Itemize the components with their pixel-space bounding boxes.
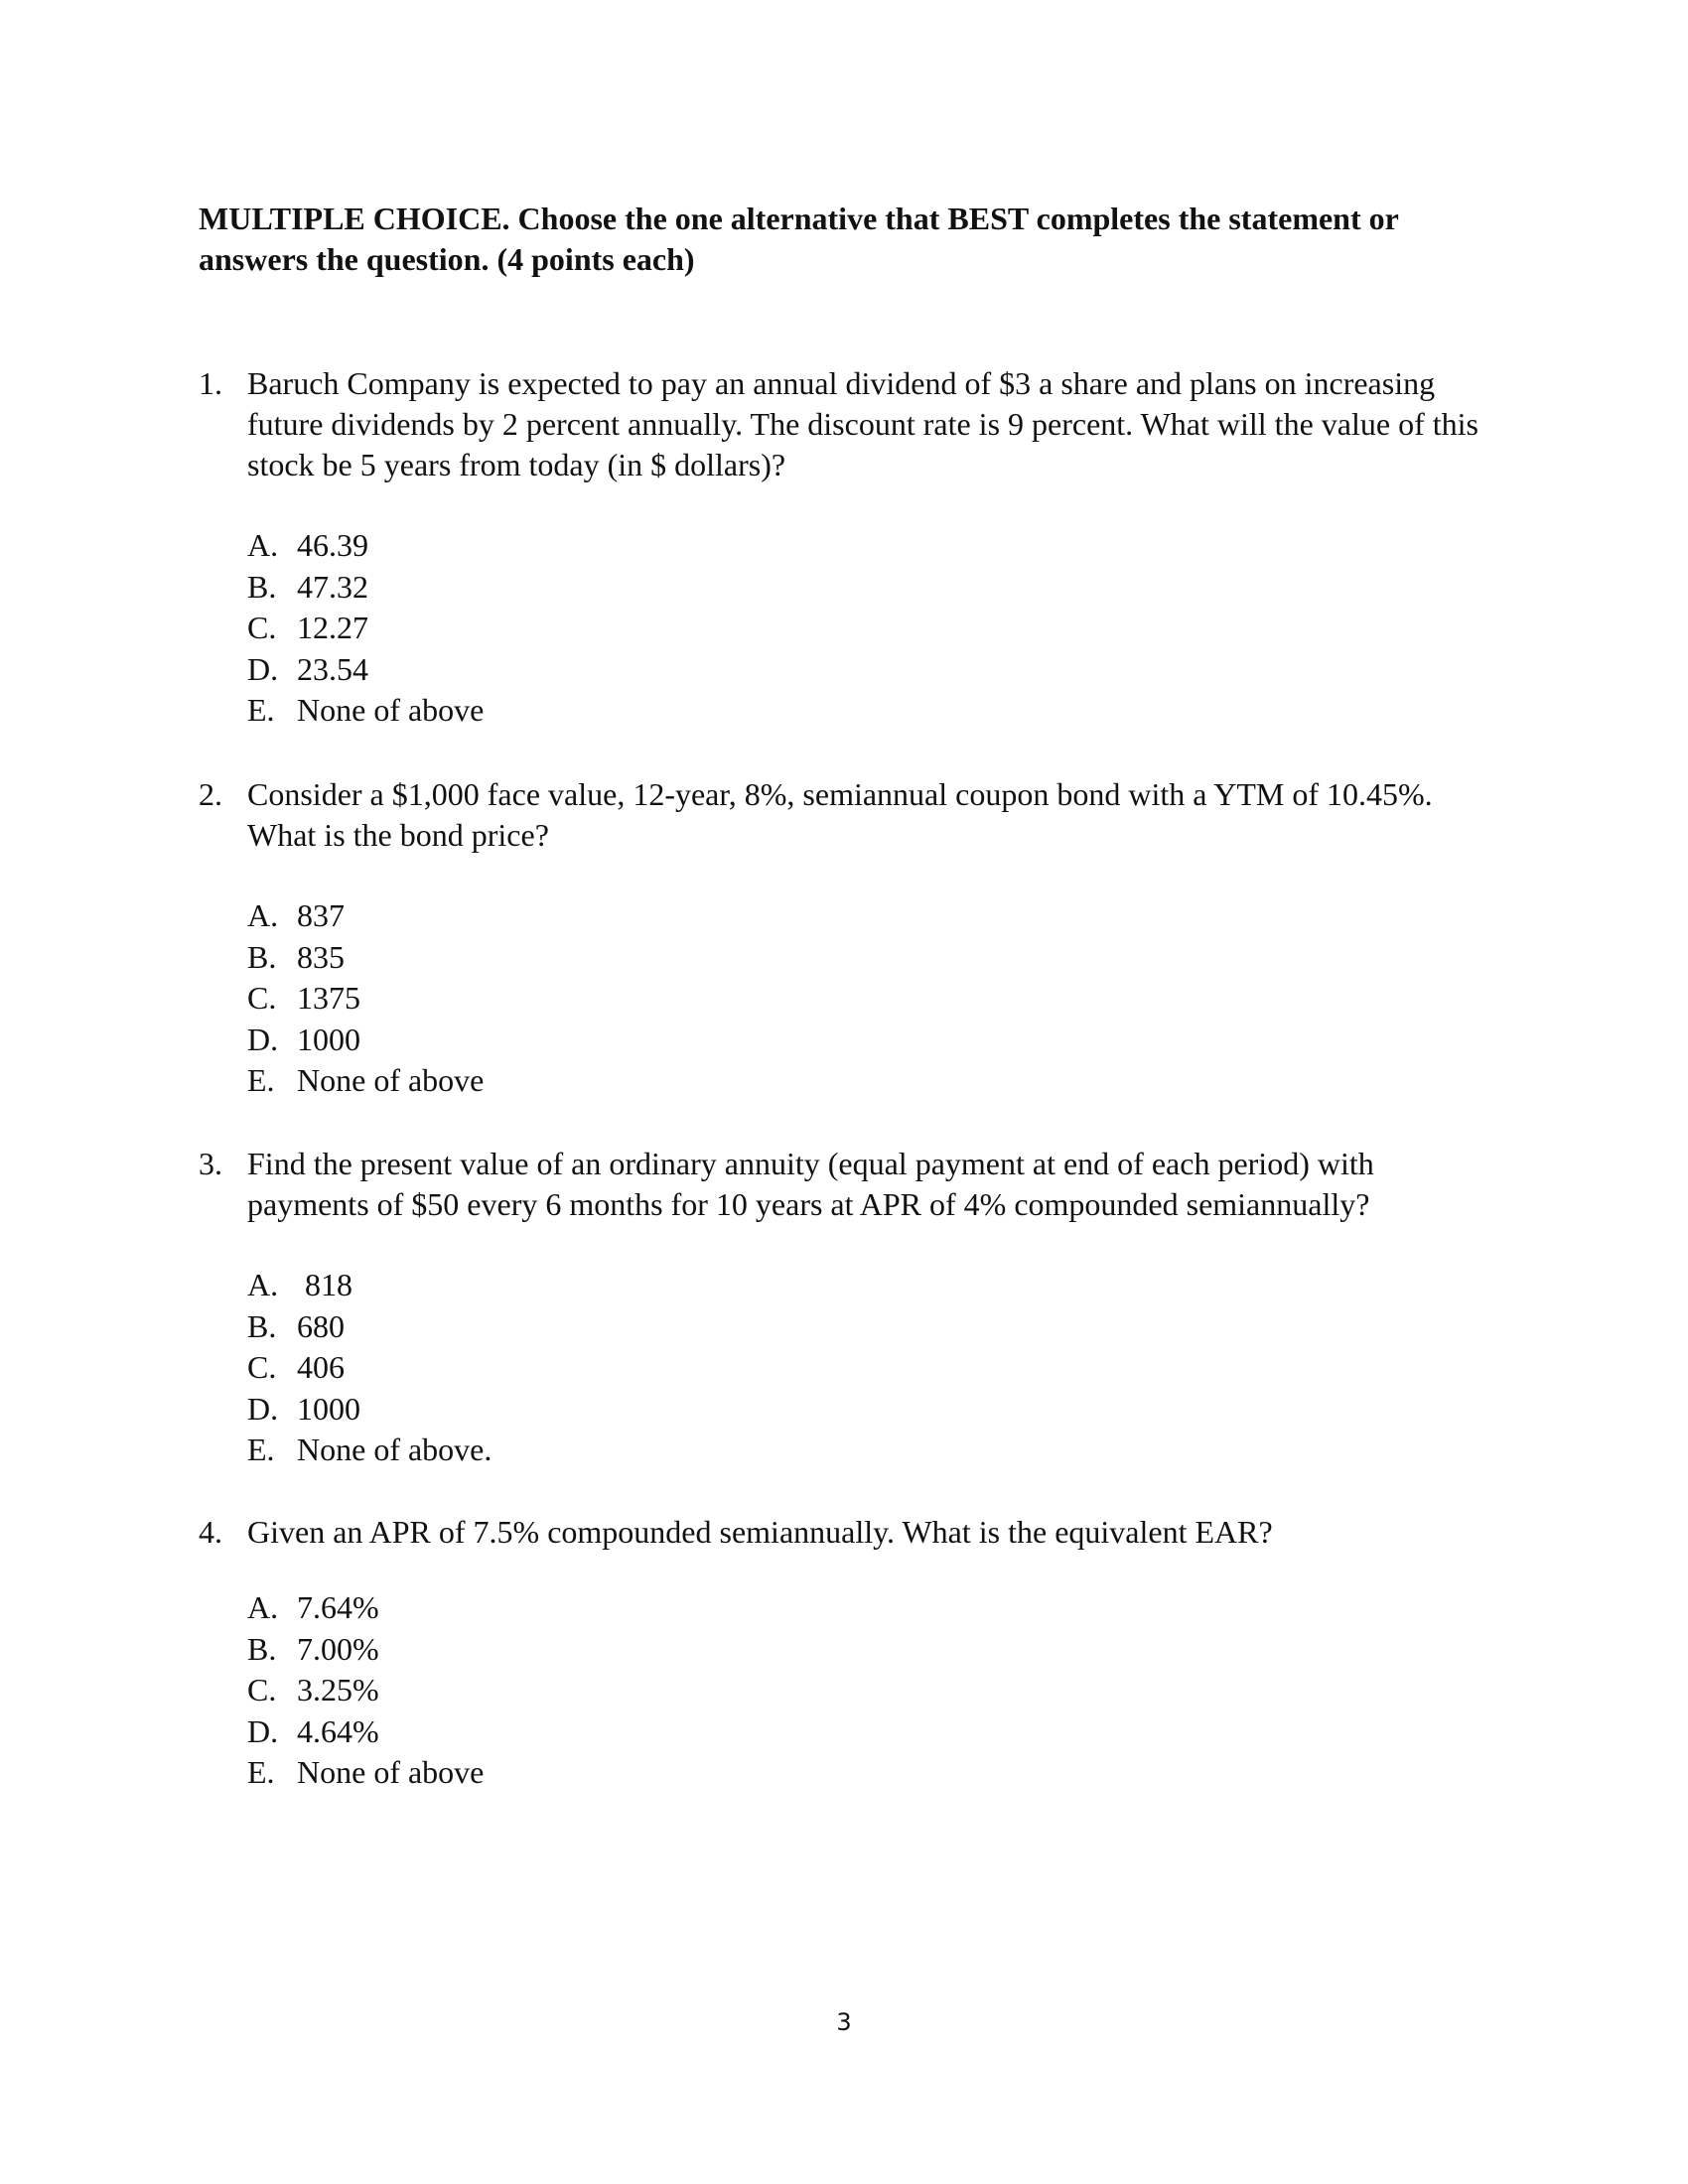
option-d [247,1389,1489,1431]
section-instructions: MULTIPLE CHOICE. Choose the one alternative that BEST completes the statement or answers the question. (4 points each) [199,201,1399,277]
page-number: 3 [836,2008,852,2036]
option-text: 818 [297,1267,352,1302]
option-a [247,1587,1489,1629]
option-text: None of above. [297,1432,492,1467]
option-e [247,1060,1489,1102]
option-text: 680 [297,1307,345,1344]
question-text: Given an APR of 7.5% compounded semiannually. What is the equivalent EAR? [247,1514,1273,1550]
option-letter: A. [247,1267,279,1302]
question-2 [199,774,1489,1102]
option-letter: D. [247,1021,279,1057]
answer-options [247,1587,1489,1794]
option-c [247,1347,1489,1389]
option-letter: B. [247,1630,277,1667]
option-letter: B. [247,1307,277,1344]
option-d [247,1020,1489,1061]
option-letter: C. [247,1349,277,1385]
option-b [247,1629,1489,1671]
option-text: 1375 [297,980,360,1016]
option-text: 1000 [297,1021,360,1057]
option-text: 1000 [297,1390,360,1427]
option-letter: C. [247,1672,277,1707]
option-letter: E. [247,1432,275,1467]
question-3 [199,1144,1489,1471]
question-number: 1. [199,365,222,401]
option-c [247,1670,1489,1711]
question-number: 3. [199,1146,222,1181]
option-text: 23.54 [297,650,368,687]
option-e [247,690,1489,732]
option-letter: B. [247,938,277,975]
option-text: None of above [297,692,485,728]
option-text: 12.27 [297,610,368,645]
question-text: Consider a $1,000 face value, 12-year, 8%, semiannual coupon bond with a YTM of 10.45%. What is the bond price? [247,776,1433,853]
option-letter: E. [247,1754,275,1790]
option-letter: D. [247,1712,279,1749]
question-4 [199,1512,1489,1794]
option-e [247,1752,1489,1794]
option-c [247,608,1489,649]
option-letter: A. [247,527,279,563]
option-text: 7.64% [297,1589,379,1625]
question-1 [199,363,1489,732]
option-letter: A. [247,1589,279,1625]
option-b [247,1306,1489,1348]
option-letter: C. [247,980,277,1016]
option-text: 4.64% [297,1712,379,1749]
option-letter: A. [247,897,279,933]
option-letter: C. [247,610,277,645]
option-a [247,525,1489,567]
option-text: 47.32 [297,568,368,605]
option-text: 7.00% [297,1630,379,1667]
option-text: None of above [297,1062,485,1098]
question-number: 4. [199,1514,222,1550]
option-d [247,649,1489,691]
option-letter: D. [247,650,279,687]
option-letter: E. [247,692,275,728]
option-text: 3.25% [297,1672,379,1707]
answer-options [247,895,1489,1102]
option-letter: D. [247,1390,279,1427]
answer-options [247,1265,1489,1471]
option-b [247,567,1489,609]
option-c [247,978,1489,1020]
option-e [247,1430,1489,1471]
option-text: 835 [297,938,345,975]
option-b [247,937,1489,979]
question-text: Find the present value of an ordinary annuity (equal payment at end of each period) with payments of $50 every 6 months for 10 years at APR of 4% compounded semiannually? [247,1146,1374,1222]
option-d [247,1711,1489,1753]
question-number: 2. [199,776,222,812]
option-text: 837 [297,897,345,933]
option-text: 46.39 [297,527,368,563]
option-letter: B. [247,568,277,605]
option-text: 406 [297,1349,345,1385]
answer-options [247,525,1489,732]
option-a [247,895,1489,937]
option-a [247,1265,1489,1306]
option-letter: E. [247,1062,275,1098]
question-text: Baruch Company is expected to pay an annual dividend of $3 a share and plans on increasing future dividends by 2 percent annually. The discount rate is 9 percent. What will the value of this stock be 5 years from today (in $ dollars)? [247,365,1478,482]
option-text: None of above [297,1754,485,1790]
